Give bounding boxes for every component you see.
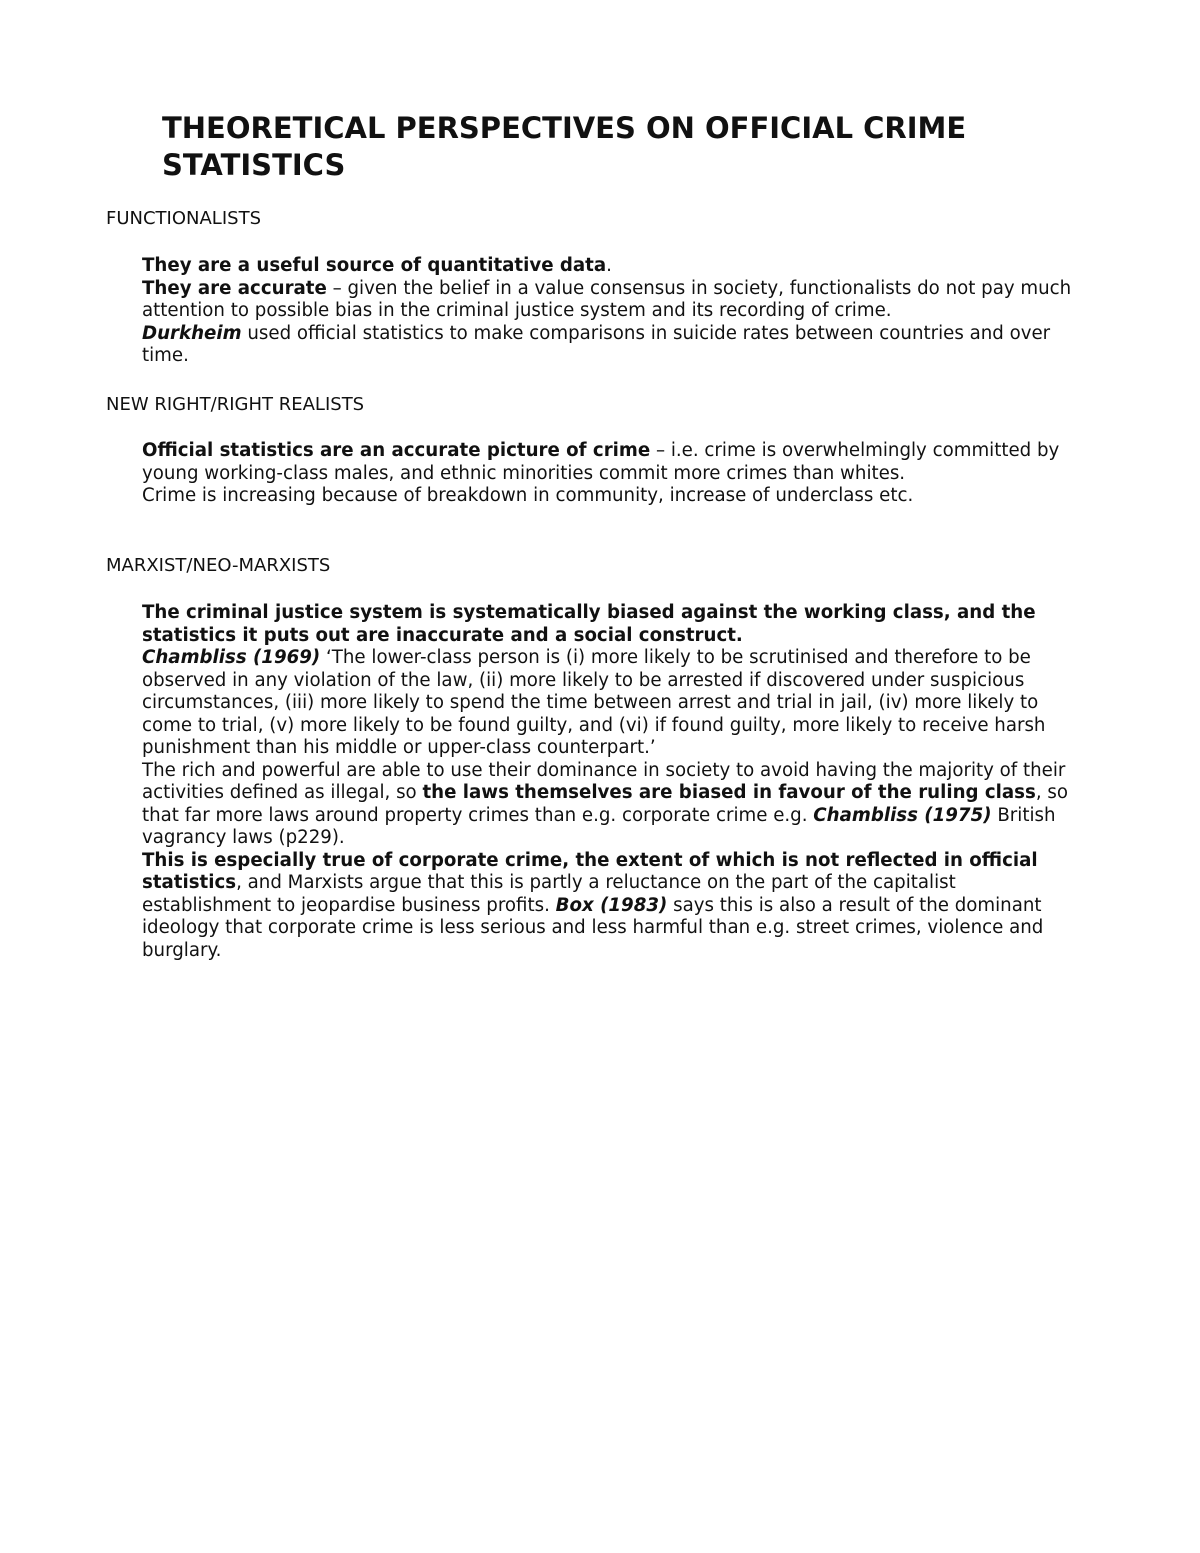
- paragraph: [142, 647, 1077, 760]
- section-heading-new-right: NEW RIGHT/RIGHT REALISTS: [106, 394, 365, 415]
- bold-text-run: the laws themselves are biased in favour of the ruling class: [422, 782, 1036, 803]
- text-run: The rich and powerful are able to use their dominance in society to avoid having the majority of their activities defined as illegal, so: [142, 759, 1066, 803]
- section-heading-marxists: MARXIST/NEO-MARXISTS: [106, 555, 331, 576]
- paragraph: [142, 485, 1077, 508]
- text-run: – given the belief in a value consensus in society, functionalists do not pay much attention to possible bias in the criminal justice system and its recording of crime.: [142, 277, 1072, 321]
- paragraph: [142, 602, 1077, 647]
- bold-text-run: This is especially true of corporate crime, the extent of which is not reflected in official statistics: [142, 849, 1038, 893]
- text-run: used official statistics to make comparisons in suicide rates between countries and over time.: [142, 322, 1051, 366]
- page-title: THEORETICAL PERSPECTIVES ON OFFICIAL CRIME STATISTICS: [162, 111, 967, 182]
- text-run: – i.e. crime is overwhelmingly committed by young working-class males, and ethnic minorities commit more crimes than whites.: [142, 440, 1060, 484]
- section-body-marxists: [142, 602, 1077, 962]
- bold-text-run: They are accurate: [142, 277, 327, 299]
- bold-text-run: The criminal justice system is systematically biased against the working class, and the statistics it puts out are inaccurate and a social construct.: [142, 602, 1036, 646]
- text-run: , so that far more laws around property crimes than e.g. corporate crime e.g.: [142, 782, 1068, 826]
- bold-text-run: They are a useful source of quantitative data: [142, 255, 607, 276]
- text-run: .: [606, 255, 612, 276]
- bold-text-run: Official statistics are an accurate picture of crime: [142, 440, 651, 461]
- paragraph: [142, 255, 1077, 278]
- paragraph: [142, 278, 1077, 323]
- bold-italic-text-run: Chambliss (1975): [813, 804, 992, 826]
- text-run: Crime is increasing because of breakdown in community, increase of underclass etc.: [142, 485, 914, 506]
- text-run: British vagrancy laws (p229).: [142, 804, 1056, 848]
- section-body-functionalists: [142, 255, 1077, 368]
- text-run: says this is also a result of the dominant ideology that corporate crime is less serious and less harmful than e.g. street crimes, violence and burglary.: [142, 894, 1044, 961]
- paragraph: [142, 850, 1077, 963]
- text-run: ‘The lower-class person is (i) more likely to be scrutinised and therefore to be observed in any violation of the law, (ii) more likely to be arrested if discovered under suspicious circumstances, (iii) more likely to spend the time between arrest and trial in jail, (iv) more likely to come to trial, (v) more likely to be found guilty, and (vi) if found guilty, more likely to receive harsh punishment than his middle or upper-class counterpart.’: [142, 647, 1046, 758]
- text-run: , and Marxists argue that this is partly a reluctance on the part of the capitalist establishment to jeopardise business profits.: [142, 872, 956, 916]
- section-body-new-right: [142, 440, 1077, 508]
- section-heading-functionalists: FUNCTIONALISTS: [106, 208, 261, 229]
- bold-italic-text-run: Durkheim: [142, 322, 242, 344]
- paragraph: [142, 323, 1077, 368]
- bold-italic-text-run: Chambliss (1969): [142, 647, 321, 668]
- bold-italic-text-run: Box (1983): [555, 894, 668, 916]
- paragraph: [142, 440, 1077, 485]
- paragraph: [142, 760, 1077, 850]
